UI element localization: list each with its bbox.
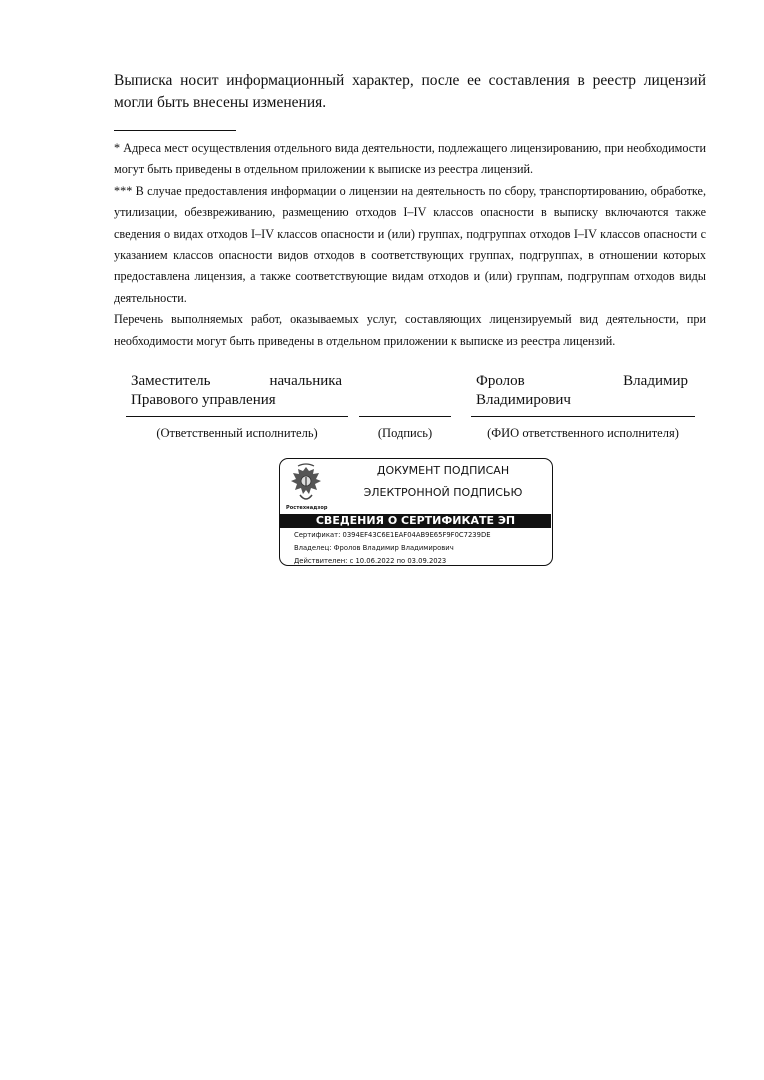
signer-patronymic: Владимирович — [476, 392, 571, 408]
signer-surname: Фролов — [476, 373, 525, 389]
footnote-addresses: * Адреса мест осуществления отдельного вида деятельности, подлежащего лицензированию, при необходимости могут быть приведены в отдельном приложении к выписке из реестра лицензий. — [114, 141, 706, 177]
stamp-heading-line1: ДОКУМЕНТ ПОДПИСАН — [376, 464, 510, 477]
executor-line — [126, 416, 348, 417]
e-signature-stamp — [279, 458, 553, 566]
fio-line — [471, 416, 695, 417]
signer-position — [131, 372, 342, 410]
rostekhnadzor-emblem-icon — [286, 463, 326, 509]
signer-firstname: Владимир — [623, 373, 688, 389]
stamp-certificate-band: СВЕДЕНИЯ О СЕРТИФИКАТЕ ЭП — [280, 514, 551, 528]
signer-position-word2: начальника — [269, 373, 342, 389]
stamp-validity: Действителен: с 10.06.2022 по 03.09.2023 — [294, 557, 447, 565]
fio-caption: (ФИО ответственного исполнителя) — [487, 426, 679, 440]
stamp-certificate-number: Сертификат: 0394EF43C6E1EAF04AB9E65F9F0C7239DE — [294, 531, 491, 539]
note-works-list: Перечень выполняемых работ, оказываемых услуг, составляющих лицензируемый вид деятельности, при необходимости могут быть приведены в отдельном приложении к выписке из реестра лицензий. — [114, 312, 706, 348]
stamp-heading-line2: ЭЛЕКТРОННОЙ ПОДПИСЬЮ — [363, 486, 523, 499]
intro-paragraph: Выписка носит информационный характер, после ее составления в реестр лицензий могли быть внесены изменения. — [114, 72, 706, 111]
footnote-separator — [114, 130, 236, 131]
stamp-owner: Владелец: Фролов Владимир Владимирович — [294, 544, 454, 552]
signer-position-word1: Заместитель — [131, 373, 211, 389]
stamp-logo-text: Ростехнадзор — [286, 505, 328, 511]
signer-name — [476, 372, 688, 410]
footnotes — [114, 138, 706, 352]
signature-caption: (Подпись) — [377, 426, 433, 440]
signer-position-line2: Правового управления — [131, 392, 276, 408]
executor-caption: (Ответственный исполнитель) — [156, 426, 318, 440]
signature-line — [359, 416, 451, 417]
footnote-waste-classes: *** В случае предоставления информации о лицензии на деятельность по сбору, транспортированию, обработке, утилизации, обезвреживанию, размещению отходов I–IV классов опасности в выписку включаются также сведения о видах отходов I–IV классов опасности и (или) группах, подгруппах отходов I–IV классов опасности с указанием классов опасности видов отходов в соответствующих группах, подгруппах, в отношении которых предоставлена лицензия, а также соответствующие видам отходов и (или) группам, подгруппам отходов виды деятельности. — [114, 183, 706, 305]
